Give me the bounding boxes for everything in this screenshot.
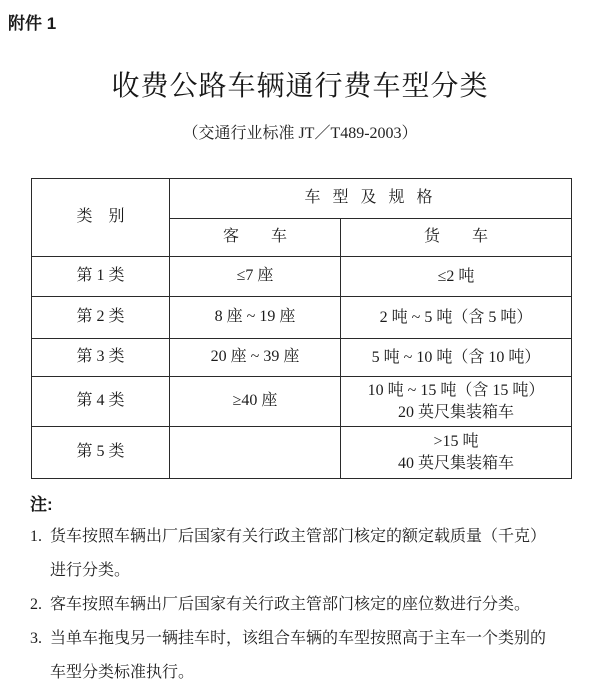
table-row [32,427,572,479]
note-number: 1. [30,528,42,545]
truck-spec-line: 2 吨 ~ 5 吨（含 5 吨） [379,308,533,326]
header-cell-category: 类 别 [32,179,170,257]
table-row [32,257,572,297]
header-cell-spec: 车 型 及 规 格 [170,179,572,219]
truck-spec-line: >15 吨 [433,432,479,450]
note-text-line: 当单车拖曳另一辆挂车时，该组合车辆的车型按照高于主车一个类别的 [50,630,547,647]
cell-category: 第 3 类 [32,339,170,377]
table-row [32,377,572,427]
cell-truck [341,377,572,427]
table-row [32,297,572,339]
cell-category: 第 1 类 [32,257,170,297]
note-number: 2. [30,596,42,613]
vehicle-classification-table [31,178,572,479]
truck-spec-line: 5 吨 ~ 10 吨（含 10 吨） [371,348,541,366]
cell-truck [341,339,572,377]
header-cell-passenger: 客 车 [170,219,341,257]
cell-truck [341,297,572,339]
note-text-line: 货车按照车辆出厂后国家有关行政主管部门核定的额定载质量（千克） [50,528,547,545]
truck-spec-line: 20 英尺集装箱车 [398,403,515,421]
truck-spec-line: ≤2 吨 [437,267,475,285]
cell-passenger: 8 座 ~ 19 座 [170,297,341,339]
attachment-label: 附件 1 [8,14,57,33]
truck-spec-line: 40 英尺集装箱车 [398,454,515,472]
cell-passenger: 20 座 ~ 39 座 [170,339,341,377]
note-item [30,520,586,588]
note-item [30,588,586,622]
cell-category: 第 5 类 [32,427,170,479]
note-text-line: 客车按照车辆出厂后国家有关行政主管部门核定的座位数进行分类。 [50,596,531,613]
note-number: 3. [30,630,42,647]
truck-spec-line: 10 吨 ~ 15 吨（含 15 吨） [367,381,545,399]
cell-truck [341,427,572,479]
cell-category: 第 4 类 [32,377,170,427]
page-title: 收费公路车辆通行费车型分类 [111,71,489,102]
header-cell-truck: 货 车 [341,219,572,257]
note-text-line: 车型分类标准执行。 [50,664,195,681]
cell-truck [341,257,572,297]
cell-category: 第 2 类 [32,297,170,339]
note-item [30,622,586,690]
notes-section [30,490,586,690]
subtitle: （交通行业标准 JT／T489-2003） [182,125,418,142]
cell-passenger [170,427,341,479]
cell-passenger: ≥40 座 [170,377,341,427]
table-row [32,339,572,377]
table-header-row-spec [32,179,572,219]
cell-passenger: ≤7 座 [170,257,341,297]
note-text-line: 进行分类。 [50,562,131,579]
notes-label: 注: [30,495,53,514]
